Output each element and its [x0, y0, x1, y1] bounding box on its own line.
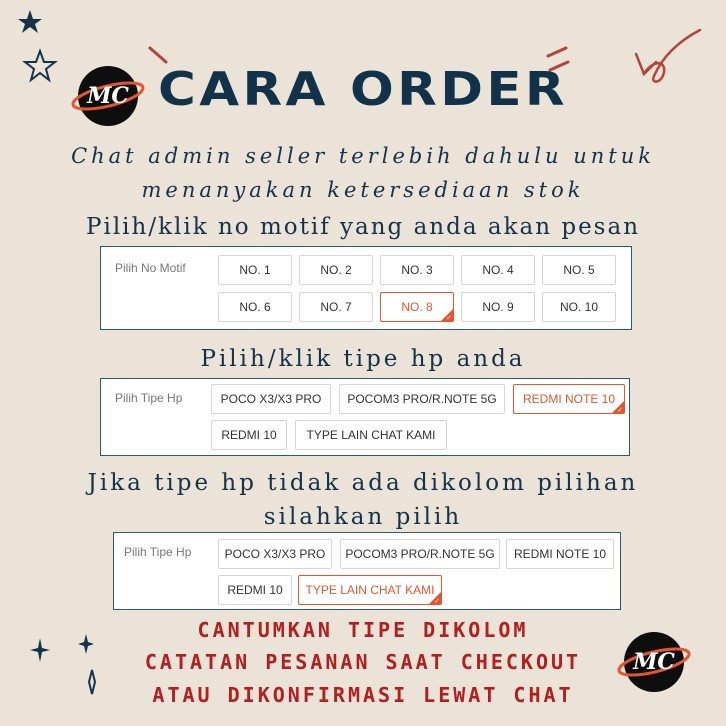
motif-option-7[interactable]: NO. 7 [299, 292, 373, 322]
instruction-line-3: Pilih/klik no motif yang anda akan pesan [85, 214, 641, 240]
motif-option-4[interactable]: NO. 4 [461, 255, 535, 285]
check-icon: ✓ [434, 598, 440, 605]
footer-line-2: CATATAN PESANAN SAAT CHECKOUT [144, 650, 582, 674]
phone-option-poco-m3[interactable]: POCOM3 PRO/R.NOTE 5G [339, 384, 505, 414]
motif-selector-label: Pilih No Motif [115, 261, 186, 275]
phone-type-label: Pilih Tipe Hp [115, 391, 183, 405]
page-title: CARA ORDER [158, 62, 568, 116]
logo-text: MC [87, 83, 129, 109]
instruction-line-2: menanyakan ketersediaan stok [141, 178, 585, 202]
phone-type-panel-1 [100, 378, 630, 456]
phone-option-redmi-note-10[interactable]: REDMI NOTE 10 [506, 539, 614, 569]
footer-line-1: CANTUMKAN TIPE DIKOLOM [197, 618, 529, 642]
motif-option-3[interactable]: NO. 3 [380, 255, 454, 285]
motif-option-2[interactable]: NO. 2 [299, 255, 373, 285]
logo-text: MC [633, 649, 675, 675]
motif-option-1[interactable]: NO. 1 [218, 255, 292, 285]
motif-option-8-selected[interactable]: NO. 8 ✓ [380, 292, 454, 322]
instruction-line-5: Jika tipe hp tidak ada dikolom pilihan [87, 470, 639, 496]
phone-option-other[interactable]: TYPE LAIN CHAT KAMI [295, 420, 447, 450]
instruction-line-6: silahkan pilih [263, 504, 463, 530]
phone-option-redmi-10[interactable]: REDMI 10 [218, 575, 292, 605]
instruction-line-1: Chat admin seller terlebih dahulu untuk [71, 144, 655, 168]
motif-selector-panel [100, 246, 632, 330]
phone-option-redmi-note-10-selected[interactable]: REDMI NOTE 10 ✓ [513, 384, 625, 414]
phone-option-other-selected[interactable]: TYPE LAIN CHAT KAMI ✓ [298, 575, 442, 605]
instruction-line-4: Pilih/klik tipe hp anda [200, 346, 526, 372]
phone-option-poco-x3[interactable]: POCO X3/X3 PRO [218, 539, 332, 569]
motif-option-6[interactable]: NO. 6 [218, 292, 292, 322]
phone-type-label: Pilih Tipe Hp [124, 545, 192, 559]
star-doodle-icon [16, 8, 44, 36]
motif-option-9[interactable]: NO. 9 [461, 292, 535, 322]
check-icon: ✓ [617, 407, 623, 414]
motif-option-10[interactable]: NO. 10 [542, 292, 616, 322]
phone-option-poco-m3[interactable]: POCOM3 PRO/R.NOTE 5G [340, 539, 500, 569]
motif-option-5[interactable]: NO. 5 [542, 255, 616, 285]
check-icon: ✓ [446, 315, 452, 322]
phone-option-poco-x3[interactable]: POCO X3/X3 PRO [211, 384, 331, 414]
phone-type-panel-2 [113, 532, 621, 610]
phone-option-redmi-10[interactable]: REDMI 10 [211, 420, 287, 450]
footer-line-3: ATAU DIKONFIRMASI LEWAT CHAT [152, 683, 574, 707]
